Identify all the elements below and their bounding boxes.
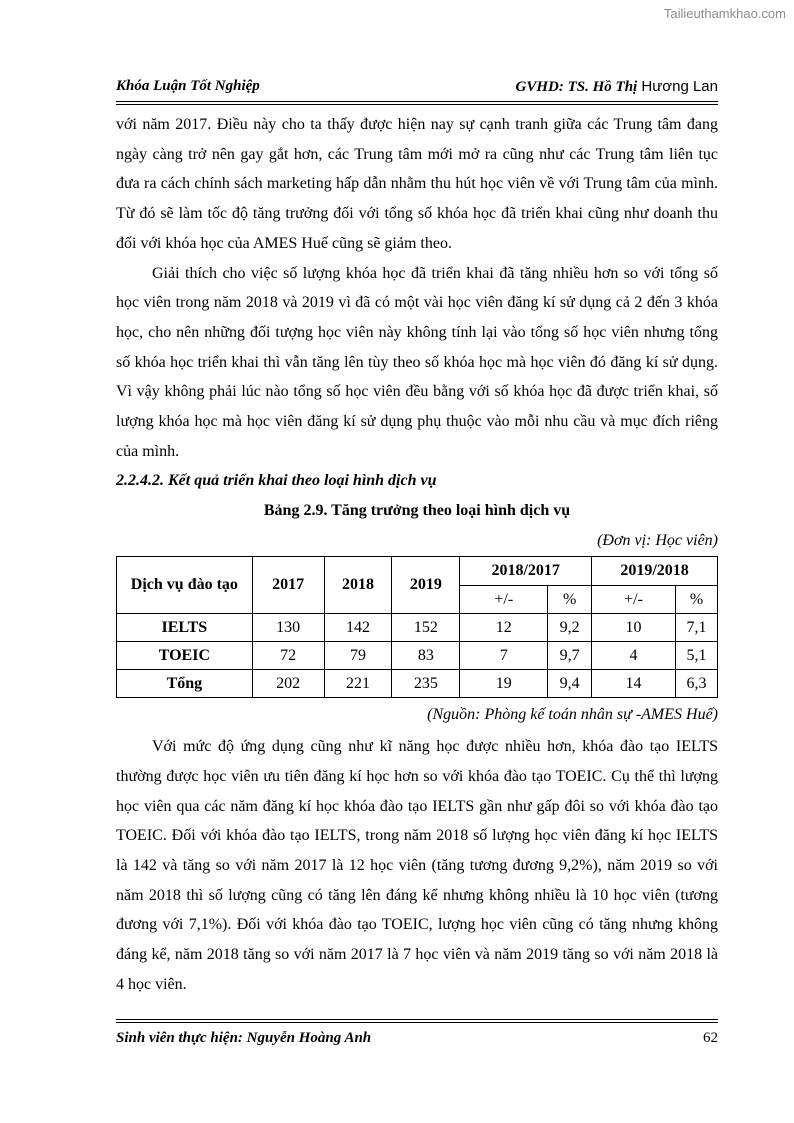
row-name: TOEIC [117,642,253,670]
cell-2018: 142 [324,614,392,642]
header-2017: 2017 [252,557,324,614]
subheader-diff-2: +/- [592,586,676,614]
header-advisor [516,78,718,96]
row-name: Tổng [117,670,253,698]
cell-2017: 130 [252,614,324,642]
header-rule [116,101,718,105]
header-service: Dịch vụ đào tạo [117,557,253,614]
table-header-row [117,557,718,586]
paragraph-2: Giải thích cho việc số lượng khóa học đã triển khai đã tăng nhiều hơn so với tổng số học viên trong năm 2018 và 2019 vì đã có một vài học viên đăng kí sử dụng cả 2 đến 3 khóa học, cho nên những đối tượng học viên này không tính lại vào tổng số học viên nhưng tổng số khóa học triển khai thì vẫn tăng lên tùy theo số khóa học mà học viên đó đăng kí sử dụng. Vì vậy không phải lúc nào tổng số học viên đều bằng với số khóa học đã được triển khai, số lượng khóa học mà học viên đăng kí sử dụng phụ thuộc vào mỗi nhu cầu và mục đích riêng của mình. [116,264,718,460]
header-thesis-title: Khóa Luận Tốt Nghiệp [116,78,260,94]
page-header [116,78,718,100]
cell-diff-1: 19 [460,670,548,698]
paragraph-3: Với mức độ ứng dụng cũng như kĩ năng học được nhiều hơn, khóa đào tạo IELTS thường được học viên ưu tiên đăng kí học hơn so với khóa đào tạo TOEIC. Cụ thể thì lượng học viên qua các năm đăng kí học khóa đào tạo IELTS gần như gấp đôi so với khóa đào tạo TOEIC. Đối với khóa đào tạo IELTS, trong năm 2018 số lượng học viên đăng kí học IELTS là 142 và tăng so với năm 2017 là 12 học viên (tăng tương đương 9,2%), năm 2019 so với năm 2018 thì số lượng cũng có tăng lên đáng kể nhưng không nhiều là 10 học viên (tương đương với 7,1%). Đối với khóa đào tạo TOEIC, lượng học viên cũng có tăng nhưng không đáng kể, năm 2018 tăng so với năm 2017 là 7 học viên và năm 2019 tăng so với năm 2018 là 4 học viên. [116,738,718,993]
cell-diff-2: 10 [592,614,676,642]
cell-pct-1: 9,4 [548,670,592,698]
section-heading: 2.2.4.2. Kết quả triển khai theo loại hình dịch vụ [116,472,437,490]
page-body [116,110,718,999]
table-source: (Nguồn: Phòng kế toán nhân sự -AMES Huế) [427,706,718,724]
paragraph-1: với năm 2017. Điều này cho ta thấy được hiện nay sự cạnh tranh giữa các Trung tâm đang ngày càng trở nên gay gắt hơn, các Trung tâm mới mở ra cũng như các Trung tâm liên tục đưa ra cách chính sách marketing hấp dẫn nhằm thu hút học viên về với Trung tâm của mình. Từ đó sẽ làm tốc độ tăng trưởng đối với tổng số khóa học đã triển khai cũng như doanh thu đối với khóa học của AMES Huế cũng sẽ giảm theo. [116,116,718,252]
cell-2017: 202 [252,670,324,698]
header-2019-2018: 2019/2018 [592,557,718,586]
cell-pct-2: 7,1 [675,614,717,642]
header-2019: 2019 [392,557,460,614]
table-row [117,642,718,670]
header-2018-2017: 2018/2017 [460,557,592,586]
table-row [117,670,718,698]
cell-2019: 235 [392,670,460,698]
header-advisor-plain: Hương Lan [637,78,718,95]
cell-2019: 152 [392,614,460,642]
cell-diff-2: 14 [592,670,676,698]
cell-pct-2: 6,3 [675,670,717,698]
cell-2018: 221 [324,670,392,698]
table-row [117,614,718,642]
footer-rule [116,1019,718,1023]
subheader-pct-2: % [675,586,717,614]
row-name: IELTS [117,614,253,642]
cell-2018: 79 [324,642,392,670]
cell-2019: 83 [392,642,460,670]
subheader-diff-1: +/- [460,586,548,614]
cell-diff-2: 4 [592,642,676,670]
cell-diff-1: 12 [460,614,548,642]
cell-pct-1: 9,2 [548,614,592,642]
table-unit: (Đơn vị: Học viên) [597,532,718,550]
cell-pct-2: 5,1 [675,642,717,670]
watermark: Tailieuthamkhao.com [663,6,786,21]
growth-table [116,556,718,698]
header-2018: 2018 [324,557,392,614]
cell-diff-1: 7 [460,642,548,670]
footer-student: Sinh viên thực hiện: Nguyễn Hoàng Anh [116,1030,372,1046]
subheader-pct-1: % [548,586,592,614]
cell-2017: 72 [252,642,324,670]
table-caption: Bảng 2.9. Tăng trưởng theo loại hình dịch vụ [263,502,571,520]
page-number: 62 [703,1030,718,1046]
cell-pct-1: 9,7 [548,642,592,670]
header-advisor-bold: GVHD: TS. Hồ Thị [515,79,638,95]
